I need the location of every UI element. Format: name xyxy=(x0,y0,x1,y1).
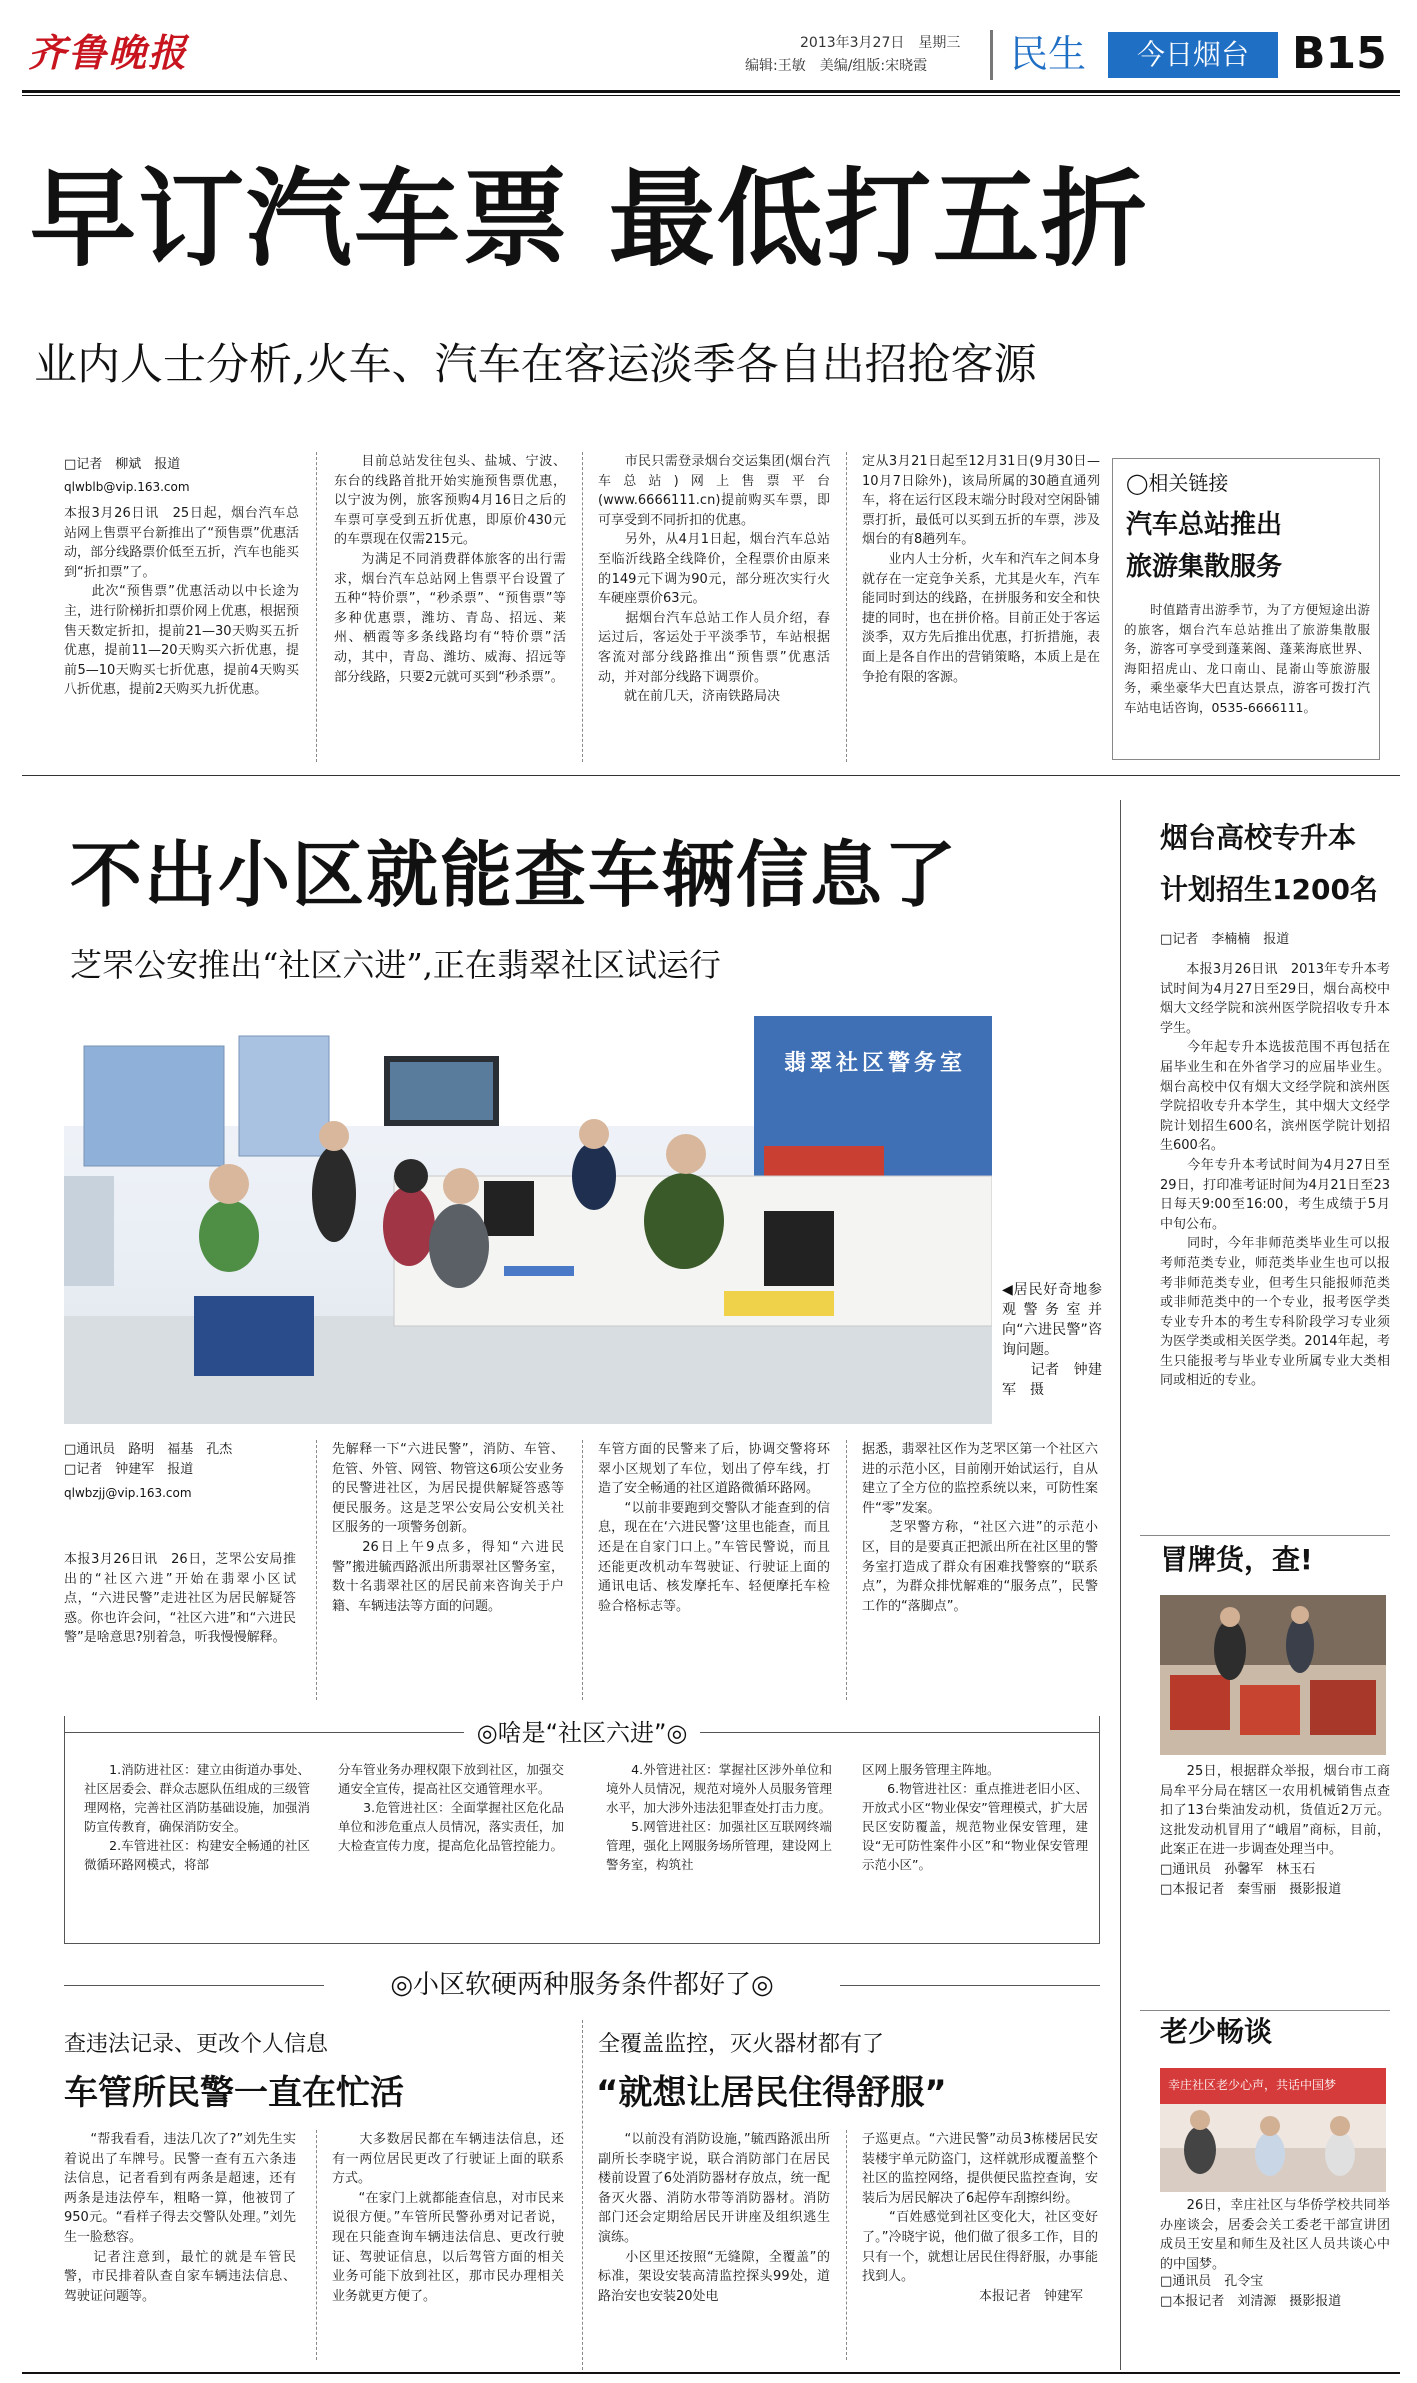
second-headline: 不出小区就能查车辆信息了 xyxy=(70,833,959,917)
sub2-col-divider xyxy=(846,2130,847,2360)
sub1-kicker: 查违法记录、更改个人信息 xyxy=(64,2032,329,2057)
lead-headline: 早订汽车票 最低打五折 xyxy=(30,158,1149,281)
sidebar-story2-headline: 冒牌货，查! xyxy=(1160,1543,1313,1576)
sidebar-story1-byline: □记者 李楠楠 报道 xyxy=(1160,932,1290,947)
photo-banner-text: 翡翠社区警务室 xyxy=(784,1051,967,1076)
elder-youth-talk-photo xyxy=(1160,2068,1386,2192)
masthead-rule xyxy=(22,90,1400,93)
sidebar-story2-credit: □通讯员 孙馨军 林玉石 □本报记者 秦雪丽 摄影报道 xyxy=(1160,1862,1342,1897)
second-col-4: 据悉，翡翠社区作为芝罘区第一个社区六进的示范小区，目前刚开始试运行，自从建立了全方位的监控系统以来，可防性案件“零”发案。 芝罘警方称，“社区六进”的示范小区，目的是要真正把派出所在社区里的警务室打造成了群众有困难找警察的“联系点”，为群众排忧解难的“服务点”，民警工作的“落脚点”。 xyxy=(862,1442,1098,1614)
related-link-label: ◯相关链接 xyxy=(1126,471,1229,495)
sub2-kicker: 全覆盖监控，灭火器材都有了 xyxy=(598,2032,885,2057)
sidebar-story1-body: 本报3月26日讯 2013年专升本考试时间为4月27日至29日，烟台高校中烟大文经学院和滨州医学院招收专升本学生。 今年起专升本选拔范围不再包括在届毕业生和在外省学习的应届毕业生。烟台高校中仅有烟大文经学院和滨州医学院招收专升本学生，其中烟大文经学院计划招生600名，滨州医学院计划招生600名。 今年专升本考试时间为4月27日至29日，打印准考证时间为4月21日至23日每天9:00至16:00，考生成绩于5月中旬公布。 同时，今年非师范类毕业生可以报考师范类专业，师范类毕业生也可以报考非师范类专业，但考生只能报师范类或非师范类中的一个专业，报考医学类专业专升本的考生专科阶段学习专业须为医学类或相关医学类。2014年起，考生只能报考与毕业专业所属专业大类相同或相近的专业。 xyxy=(1160,962,1390,1389)
sidebar-rule xyxy=(1140,1535,1390,1536)
photo-banner-text: 幸庄社区老少心声，共话中国梦 xyxy=(1168,2078,1337,2092)
six-box-col-4: 区网上服务管理主阵地。 6.物管进社区：重点推进老旧小区、开放式小区“物业保安”管理模式，扩大居民区安防覆盖，规范物业保安管理，建设“无可防性案件小区”和“物业保安管理示范小区”。 xyxy=(862,1762,1088,1872)
sidebar-divider xyxy=(1120,800,1121,2370)
sidebar-story2-caption: 25日，根据群众举报，烟台市工商局牟平分局在辖区一农用机械销售点查扣了13台柴油发动机，货值近2万元。这批发动机冒用了“峨眉”商标，目前，此案正在进一步调查处理当中。 xyxy=(1160,1764,1390,1858)
six-box-title: ◎啥是“社区六进”◎ xyxy=(476,1719,688,1747)
services-banner-line xyxy=(840,1985,1100,1986)
sidebar-story3-caption: 26日，幸庄社区与华侨学校共同举办座谈会，居委会关工委老干部宣讲团成员王安星和师生及社区人员共谈心中的中国梦。 xyxy=(1160,2198,1390,2272)
section-name: 民生 xyxy=(1010,32,1087,76)
editor-credits: 编辑:王敏 美编/组版:宋晓霞 xyxy=(745,58,928,74)
lead-col-4: 定从3月21日起至12月31日(9月30日—10月7日除外)，该局所属的30趟直通列车，将在运行区段末端分时段对空闲卧铺票打折，最低可以买到五折的车票，涉及烟台的有8趟列车。 业内人士分析，火车和汽车之间本身就存在一定竞争关系，尤其是火车，汽车能同时到达的线路，在拼服务和安全和快捷的同时，也在拼价格。目前正处于客运淡季，双方先后推出优惠，打折措施，表面上是各自作出的营销策略，本质上是在争抢有限的客源。 xyxy=(862,454,1100,685)
newspaper-logo: 齐鲁晚报 xyxy=(28,30,189,75)
masthead-divider xyxy=(990,30,993,80)
services-banner-line xyxy=(64,1985,324,1986)
six-box-topline xyxy=(700,1732,1100,1733)
lead-email: qlwblb@vip.163.com xyxy=(64,480,190,494)
lead-bottom-rule xyxy=(22,775,1400,776)
sidebar-story3-credit: □通讯员 孔令宝 □本报记者 刘清源 摄影报道 xyxy=(1160,2274,1342,2309)
sidebar-story1-headline: 烟台高校专升本 计划招生1200名 xyxy=(1160,821,1378,906)
six-box-col-3: 4.外管进社区：掌握社区涉外单位和境外人员情况，规范对境外人员服务管理水平，加大涉外违法犯罪查处打击力度。 5.网管进社区：加强社区互联网终端管理，强化上网服务场所管理，建设网上警务室，构筑社 xyxy=(606,1762,832,1872)
counterfeit-engines-illustration xyxy=(1160,1595,1386,1755)
second-col-3: 车管方面的民警来了后，协调交警将环翠小区规划了车位，划出了停车线，打造了安全畅通的社区道路微循环路网。 “以前非要跑到交警队才能查到的信息，现在在‘六进民警’这里也能查，而且还是在自家门口上。”车管民警说，而且还能更改机动车驾驶证、行驶证上面的通讯电话、核发摩托车、轻便摩托车检验合格标志等。 xyxy=(598,1442,830,1614)
related-link-text: 时值踏青出游季节，为了方便短途出游的旅客，烟台汽车总站推出了旅游集散服务，游客可享受到蓬莱阁、蓬莱海底世界、海阳招虎山、龙口南山、昆嵛山等旅游服务，乘坐豪华大巴直达景点，游客可拨打汽车站电话咨询，0535-6666111。 xyxy=(1124,602,1370,715)
sub2-headline: “就想让居民住得舒服” xyxy=(596,2073,947,2113)
second-subhead: 芝罘公安推出“社区六进”,正在翡翠社区试运行 xyxy=(70,946,721,984)
six-box-col-1: 1.消防进社区：建立由街道办事处、社区居委会、群众志愿队伍组成的三级管理网格，完善社区消防基础设施，加强消防宣传教育，确保消防安全。 2.车管进社区：构建安全畅通的社区微循环路网模式，将部 xyxy=(84,1762,310,1872)
lead-subhead: 业内人士分析,火车、汽车在客运淡季各自出招抢客源 xyxy=(34,340,1037,390)
sub2-col-2: 子巡更点。“六进民警”动员3栋楼居民安装楼宇单元防盗门，这样就形成覆盖整个社区的监控网络，提供便民监控查询，安装后为居民解决了6起停车刮擦纠纷。 “百姓感觉到社区变化大，社区变好了。”冷晓宇说，他们做了很多工作，目的只有一个，就想让居民住得舒服，办事能找到人。 本报记者 钟建军 xyxy=(862,2132,1098,2304)
second-col-1: 本报3月26日讯 26日，芝罘公安局推出的“社区六进”开始在翡翠小区试点，“六进民警”走进社区为居民解疑答惑。你也许会问，“社区六进”和“六进民警”是啥意思?别着急，听我慢慢解释。 xyxy=(64,1552,296,1646)
second-col-divider xyxy=(582,1440,583,1700)
second-email: qlwbzjj@vip.163.com xyxy=(64,1486,192,1500)
page-number: B15 xyxy=(1292,28,1387,79)
second-col-divider xyxy=(316,1440,317,1700)
counterfeit-engines-photo xyxy=(1160,1595,1386,1755)
police-room-illustration xyxy=(64,1016,992,1424)
police-room-photo xyxy=(64,1016,992,1424)
lead-col-divider xyxy=(846,452,847,762)
masthead-rule-thin xyxy=(22,95,1400,96)
second-col-2: 先解释一下“六进民警”，消防、车管、危管、外管、网管、物管这6项公安业务的民警进社区，为居民提供解疑答惑等便民服务。这是芝罘公安局公安机关社区服务的一项警务创新。 26日上午9点多，得知“六进民警”搬进毓西路派出所翡翠社区警务室，数十名翡翠社区的居民前来咨询关于户籍、车辆违法等方面的问题。 xyxy=(332,1442,564,1614)
lead-byline: □记者 柳斌 报道 xyxy=(64,457,181,472)
sidebar-story3-headline: 老少畅谈 xyxy=(1160,2015,1273,2048)
sub1-col-2: 大多数居民都在车辆违法信息，还有一两位居民更改了行驶证上面的联系方式。 “在家门上就都能查信息，对市民来说很方便。”车管所民警孙勇对记者说，现在只能查询车辆违法信息、更改行驶证、驾驶证信息，以后驾管方面的相关业务可能下放到社区，那市民办理相关业务就更方便了。 xyxy=(332,2132,564,2304)
lead-col-3: 市民只需登录烟台交运集团(烟台汽车总站)网上售票平台(www.6666111.cn)提前购买车票，即可享受到不同折扣的优惠。 另外，从4月1日起，烟台汽车总站至临沂线路全线降价，全程票价由原来的149元下调为90元，部分班次实行火车硬座票价63元。 据烟台汽车总站工作人员介绍，春运过后，客运处于平淡季节，车站根据客流对部分线路推出“预售票”优惠活动，并对部分线路下调票价。 就在前几天，济南铁路局决 xyxy=(598,454,830,705)
sub1-col-1: “帮我看看，违法几次了?”刘先生实着说出了车牌号。民警一查有五六条违法信息，记者看到有两条是超速，还有两条是违法停车，粗略一算，他被罚了950元。“看样子得去交警队处理。”刘先生一脸愁容。 记者注意到，最忙的就是车管民警，市民排着队查自家车辆违法信息、驾驶证问题等。 xyxy=(64,2132,296,2304)
issue-date: 2013年3月27日 星期三 xyxy=(800,35,961,51)
sub1-headline: 车管所民警一直在忙活 xyxy=(64,2073,404,2113)
sub1-col-divider xyxy=(316,2130,317,2360)
lead-col-1: 本报3月26日讯 25日起，烟台汽车总站网上售票平台新推出了“预售票”优惠活动，部分线路票价低至五折，汽车也能买到“折扣票”了。 此次“预售票”优惠活动以中长途为主，进行阶梯折扣票价网上优惠，根据预售天数定折扣，提前21—30天购买五折优惠，提前11—20天购买六折优惠，提前5—10天购买七折优惠，提前4天购买八折优惠，提前2天购买九折优惠。 xyxy=(64,506,299,698)
related-link-title: 汽车总站推出 旅游集散服务 xyxy=(1126,510,1283,582)
six-box-col-2: 分车管业务办理权限下放到社区，加强交通安全宣传，提高社区交通管理水平。 3.危管进社区：全面掌握社区危化品单位和涉危重点人员情况，落实责任，加大检查宣传力度，提高危化品管控能力。 xyxy=(338,1762,564,1853)
second-col-divider xyxy=(846,1440,847,1700)
page-bottom-rule xyxy=(22,2372,1400,2374)
local-badge: 今日烟台 xyxy=(1108,32,1278,78)
second-byline: □通讯员 路明 福基 孔杰 □记者 钟建军 报道 xyxy=(64,1442,233,1477)
photo-caption: ◀居民好奇地参观警务室并向“六进民警”咨询问题。 记者 钟建军 摄 xyxy=(1002,1282,1102,1398)
lead-col-divider xyxy=(316,452,317,762)
services-banner: ◎小区软硬两种服务条件都好了◎ xyxy=(390,1970,774,2000)
lead-col-2: 目前总站发往包头、盐城、宁波、东台的线路首批开始实施预售票优惠，以宁波为例，旅客预购4月16日之后的车票可享受到五折优惠，即原价430元的车票现在仅需215元。 为满足不同消费群体旅客的出行需求，烟台汽车总站网上售票平台设置了五种“特价票”，“秒杀票”、“预售票”等多种优惠票，潍坊、青岛、招远、莱州、栖霞等多条线路均有“特价票”活动，其中，青岛、潍坊、威海、招远等部分线路，只要2元就可买到“秒杀票”。 xyxy=(334,454,566,685)
sub-stories-divider xyxy=(582,2020,583,2370)
six-box-topline xyxy=(64,1732,464,1733)
lead-col-divider xyxy=(582,452,583,762)
sub2-col-1: “以前没有消防设施，”毓西路派出所副所长李晓宇说，联合消防部门在居民楼前设置了6处消防器材存放点，统一配备灭火器、消防水带等消防器材。消防部门还会定期给居民开讲座及组织逃生演练。 小区里还按照“无缝隙，全覆盖”的标准，架设安装高清监控探头99处，道路治安也安装20处电 xyxy=(598,2132,830,2304)
